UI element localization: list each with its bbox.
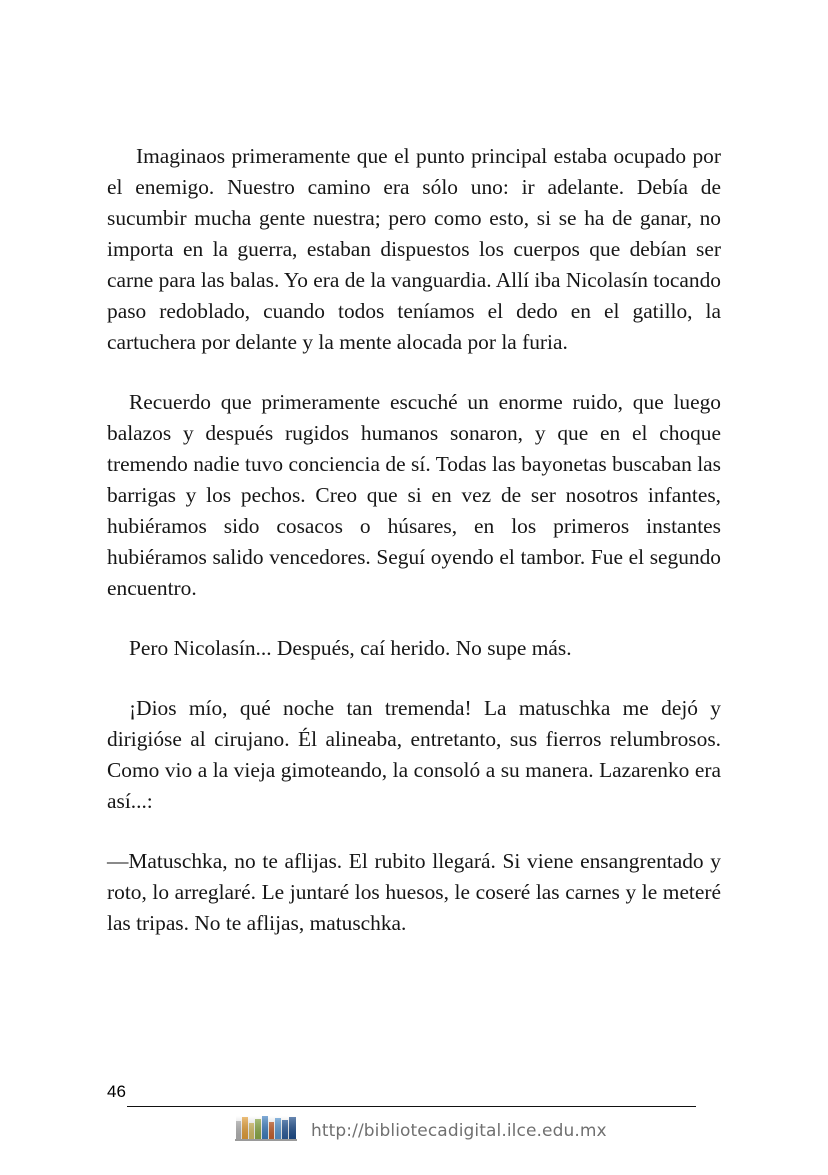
body-text — [107, 141, 721, 968]
paragraph-5-dialogue: —Matuschka, no te aflijas. El rubito llegará. Si viene ensangrentado y roto, lo arreglaré. Le juntaré los huesos, le coseré las carnes y le meteré las tripas. No te aflijas, matuschka. — [107, 849, 721, 935]
paragraph-2: Recuerdo que primeramente escuché un enorme ruido, que luego balazos y después rugidos humanos sonaron, y que en el choque tremendo nadie tuvo conciencia de sí. Todas las bayonetas buscaban las barrigas y los pechos. Creo que si en vez de ser nosotros infantes, hubiéramos sido cosacos o húsares, en los primeros instantes hubiéramos salido vencedores. Seguí oyendo el tambor. Fue el segundo encuentro. — [107, 390, 721, 600]
books-logo-icon — [235, 1115, 298, 1141]
footer-url-link[interactable]: http://bibliotecadigital.ilce.edu.mx — [311, 1121, 607, 1141]
page-number: 46 — [107, 1082, 126, 1101]
paragraph-1: Imaginaos primeramente que el punto principal estaba ocupado por el enemigo. Nuestro camino era sólo uno: ir adelante. Debía de sucumbir mucha gente nuestra; pero como esto, si se ha de ganar, no importa en la guerra, estaban dispuestos los cuerpos que debían ser carne para las balas. Yo era de la vanguardia. Allí iba Nicolasín tocando paso redoblado, cuando todos teníamos el dedo en el gatillo, la cartuchera por delante y la mente alocada por la furia. — [107, 144, 721, 354]
paragraph-3: Pero Nicolasín... Después, caí herido. No supe más. — [129, 636, 572, 660]
paragraph-4: ¡Dios mío, qué noche tan tremenda! La matuschka me dejó y dirigióse al cirujano. Él alineaba, entretanto, sus fierros relumbrosos. Como vio a la vieja gimoteando, la consoló a su manera. Lazarenko era así...: — [107, 696, 721, 813]
footer-rule — [127, 1106, 696, 1107]
